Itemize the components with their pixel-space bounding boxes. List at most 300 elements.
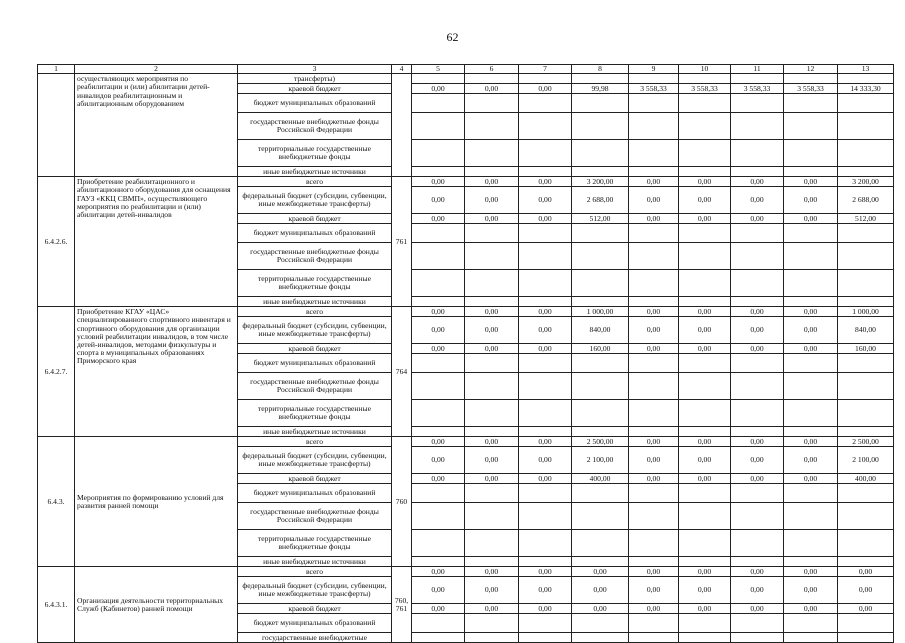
value-cell-col6: 0,00 bbox=[465, 437, 519, 447]
value-cell-col10 bbox=[679, 484, 731, 503]
item-code: 6.4.3. bbox=[38, 437, 75, 567]
item-name: Приобретение КГАУ «ЦАС» специализированного спортивного инвентаря и спортивного оборудования для организации условий реабилитации инвалидов, в том числе детей-инвалидов, методами физкультуры и спорта в муниципальных образованиях Приморского края bbox=[75, 307, 238, 437]
column-header-4: 4 bbox=[392, 65, 412, 74]
value-cell-col7 bbox=[519, 224, 572, 243]
value-cell-col5: 0,00 bbox=[412, 177, 465, 187]
table-row bbox=[38, 307, 894, 317]
value-cell-col8 bbox=[572, 140, 629, 167]
value-cell-col10: 0,00 bbox=[679, 317, 731, 344]
value-cell-col10 bbox=[679, 113, 731, 140]
funding-source: государственные внебюджетные bbox=[238, 633, 392, 643]
column-header-5: 5 bbox=[412, 65, 465, 74]
value-cell-col12: 0,00 bbox=[784, 447, 838, 474]
value-cell-col8 bbox=[572, 113, 629, 140]
value-cell-col7: 0,00 bbox=[519, 177, 572, 187]
value-cell-col10 bbox=[679, 167, 731, 177]
column-header-10: 10 bbox=[679, 65, 731, 74]
value-cell-col11: 0,00 bbox=[731, 317, 784, 344]
value-cell-col5: 0,00 bbox=[412, 437, 465, 447]
value-cell-col6 bbox=[465, 373, 519, 400]
value-cell-col12: 0,00 bbox=[784, 307, 838, 317]
value-cell-col7 bbox=[519, 503, 572, 530]
value-cell-col12 bbox=[784, 297, 838, 307]
value-cell-col8 bbox=[572, 400, 629, 427]
value-cell-col5: 0,00 bbox=[412, 214, 465, 224]
value-cell-col7 bbox=[519, 113, 572, 140]
administrator-code: 760, 761 bbox=[392, 567, 412, 643]
value-cell-col8: 160,00 bbox=[572, 344, 629, 354]
value-cell-col9: 0,00 bbox=[629, 214, 679, 224]
value-cell-col9: 0,00 bbox=[629, 437, 679, 447]
value-cell-col10 bbox=[679, 74, 731, 84]
value-cell-col5: 0,00 bbox=[412, 317, 465, 344]
funding-source: трансферты) bbox=[238, 74, 392, 84]
value-cell-col9 bbox=[629, 373, 679, 400]
value-cell-col8: 0,00 bbox=[572, 604, 629, 614]
value-cell-col9: 0,00 bbox=[629, 447, 679, 474]
value-cell-col11 bbox=[731, 94, 784, 113]
item-code: 6.4.3.1. bbox=[38, 567, 75, 643]
administrator-code: 761 bbox=[392, 177, 412, 307]
value-cell-col11 bbox=[731, 400, 784, 427]
value-cell-col9: 0,00 bbox=[629, 577, 679, 604]
value-cell-col5: 0,00 bbox=[412, 474, 465, 484]
value-cell-col11 bbox=[731, 354, 784, 373]
value-cell-col11: 0,00 bbox=[731, 437, 784, 447]
value-cell-col8: 512,00 bbox=[572, 214, 629, 224]
value-cell-col6 bbox=[465, 557, 519, 567]
value-cell-col8 bbox=[572, 427, 629, 437]
value-cell-col10: 0,00 bbox=[679, 474, 731, 484]
value-cell-col5: 0,00 bbox=[412, 577, 465, 604]
value-cell-col9 bbox=[629, 74, 679, 84]
value-cell-col7 bbox=[519, 400, 572, 427]
value-cell-col9 bbox=[629, 167, 679, 177]
value-cell-col7: 0,00 bbox=[519, 344, 572, 354]
value-cell-col12: 0,00 bbox=[784, 437, 838, 447]
value-cell-col10 bbox=[679, 224, 731, 243]
value-cell-col5: 0,00 bbox=[412, 344, 465, 354]
value-cell-col9 bbox=[629, 270, 679, 297]
value-cell-col9 bbox=[629, 503, 679, 530]
value-cell-col7 bbox=[519, 557, 572, 567]
value-cell-col10 bbox=[679, 140, 731, 167]
value-cell-col5: 0,00 bbox=[412, 84, 465, 94]
value-cell-col13 bbox=[838, 297, 894, 307]
value-cell-col10 bbox=[679, 557, 731, 567]
value-cell-col12 bbox=[784, 614, 838, 633]
value-cell-col7: 0,00 bbox=[519, 307, 572, 317]
value-cell-col11: 0,00 bbox=[731, 177, 784, 187]
value-cell-col10 bbox=[679, 427, 731, 437]
value-cell-col9 bbox=[629, 354, 679, 373]
administrator-code: 760 bbox=[392, 437, 412, 567]
value-cell-col13: 840,00 bbox=[838, 317, 894, 344]
column-header-11: 11 bbox=[731, 65, 784, 74]
value-cell-col5 bbox=[412, 484, 465, 503]
item-name: осуществляющих мероприятия по реабилитации и (или) абилитации детей-инвалидов реабилитационным и абилитационным оборудованием bbox=[75, 74, 238, 177]
value-cell-col8 bbox=[572, 614, 629, 633]
value-cell-col9 bbox=[629, 243, 679, 270]
value-cell-col8: 840,00 bbox=[572, 317, 629, 344]
value-cell-col9 bbox=[629, 113, 679, 140]
value-cell-col7: 0,00 bbox=[519, 577, 572, 604]
value-cell-col5 bbox=[412, 270, 465, 297]
column-header-2: 2 bbox=[75, 65, 238, 74]
value-cell-col13 bbox=[838, 354, 894, 373]
value-cell-col11: 0,00 bbox=[731, 577, 784, 604]
value-cell-col11 bbox=[731, 373, 784, 400]
funding-source: бюджет муниципальных образований bbox=[238, 224, 392, 243]
value-cell-col12 bbox=[784, 484, 838, 503]
value-cell-col5 bbox=[412, 427, 465, 437]
value-cell-col6 bbox=[465, 140, 519, 167]
value-cell-col11 bbox=[731, 557, 784, 567]
value-cell-col12 bbox=[784, 530, 838, 557]
value-cell-col13: 0,00 bbox=[838, 604, 894, 614]
value-cell-col11 bbox=[731, 167, 784, 177]
value-cell-col11 bbox=[731, 484, 784, 503]
value-cell-col13 bbox=[838, 633, 894, 643]
value-cell-col10 bbox=[679, 530, 731, 557]
funding-source: всего bbox=[238, 567, 392, 577]
value-cell-col13 bbox=[838, 270, 894, 297]
funding-source: федеральный бюджет (субсидии, субвенции, иные межбюджетные трансферты) bbox=[238, 317, 392, 344]
value-cell-col7 bbox=[519, 354, 572, 373]
funding-source: бюджет муниципальных образований bbox=[238, 94, 392, 113]
funding-source: государственные внебюджетные фонды Российской Федерации bbox=[238, 503, 392, 530]
value-cell-col8: 3 200,00 bbox=[572, 177, 629, 187]
table-row bbox=[38, 437, 894, 447]
value-cell-col8 bbox=[572, 530, 629, 557]
value-cell-col9 bbox=[629, 427, 679, 437]
value-cell-col10 bbox=[679, 503, 731, 530]
value-cell-col5 bbox=[412, 354, 465, 373]
value-cell-col5 bbox=[412, 633, 465, 643]
value-cell-col5 bbox=[412, 94, 465, 113]
value-cell-col10: 0,00 bbox=[679, 577, 731, 604]
value-cell-col12 bbox=[784, 354, 838, 373]
value-cell-col5 bbox=[412, 614, 465, 633]
value-cell-col5 bbox=[412, 224, 465, 243]
page-number: 62 bbox=[446, 30, 459, 44]
value-cell-col6: 0,00 bbox=[465, 474, 519, 484]
value-cell-col7 bbox=[519, 427, 572, 437]
value-cell-col7 bbox=[519, 484, 572, 503]
value-cell-col7: 0,00 bbox=[519, 317, 572, 344]
value-cell-col11 bbox=[731, 243, 784, 270]
value-cell-col6 bbox=[465, 243, 519, 270]
value-cell-col12 bbox=[784, 373, 838, 400]
value-cell-col11 bbox=[731, 427, 784, 437]
value-cell-col13 bbox=[838, 400, 894, 427]
value-cell-col11 bbox=[731, 74, 784, 84]
value-cell-col7: 0,00 bbox=[519, 604, 572, 614]
value-cell-col8 bbox=[572, 297, 629, 307]
value-cell-col13: 400,00 bbox=[838, 474, 894, 484]
funding-source: государственные внебюджетные фонды Российской Федерации bbox=[238, 113, 392, 140]
value-cell-col8 bbox=[572, 243, 629, 270]
value-cell-col12 bbox=[784, 243, 838, 270]
value-cell-col7 bbox=[519, 243, 572, 270]
value-cell-col11: 0,00 bbox=[731, 187, 784, 214]
value-cell-col12 bbox=[784, 400, 838, 427]
value-cell-col10: 0,00 bbox=[679, 344, 731, 354]
value-cell-col12: 3 558,33 bbox=[784, 84, 838, 94]
value-cell-col6 bbox=[465, 484, 519, 503]
value-cell-col10 bbox=[679, 614, 731, 633]
value-cell-col12: 0,00 bbox=[784, 604, 838, 614]
item-name: Организация деятельности территориальных Служб (Кабинетов) ранней помощи bbox=[75, 567, 238, 643]
value-cell-col13 bbox=[838, 614, 894, 633]
funding-source: федеральный бюджет (субсидии, субвенции, иные межбюджетные трансферты) bbox=[238, 447, 392, 474]
column-header-6: 6 bbox=[465, 65, 519, 74]
value-cell-col5 bbox=[412, 243, 465, 270]
funding-source: краевой бюджет bbox=[238, 604, 392, 614]
funding-source: федеральный бюджет (субсидии, субвенции, иные межбюджетные трансферты) bbox=[238, 187, 392, 214]
value-cell-col12 bbox=[784, 633, 838, 643]
value-cell-col11 bbox=[731, 270, 784, 297]
value-cell-col5 bbox=[412, 297, 465, 307]
funding-source: территориальные государственные внебюджетные фонды bbox=[238, 400, 392, 427]
table-row bbox=[38, 74, 894, 84]
value-cell-col13: 2 500,00 bbox=[838, 437, 894, 447]
value-cell-col11 bbox=[731, 633, 784, 643]
item-name: Приобретение реабилитационного и абилитационного оборудования для оснащения ГАУЗ «ККЦ СВМП», осуществляющего мероприятия по реабилитации и (или) абилитации детей-инвалидов bbox=[75, 177, 238, 307]
funding-source: иные внебюджетные источники bbox=[238, 297, 392, 307]
value-cell-col8 bbox=[572, 354, 629, 373]
value-cell-col5 bbox=[412, 400, 465, 427]
value-cell-col5 bbox=[412, 373, 465, 400]
value-cell-col9: 0,00 bbox=[629, 307, 679, 317]
value-cell-col10 bbox=[679, 243, 731, 270]
value-cell-col12 bbox=[784, 224, 838, 243]
value-cell-col11 bbox=[731, 530, 784, 557]
value-cell-col8: 400,00 bbox=[572, 474, 629, 484]
value-cell-col11: 0,00 bbox=[731, 307, 784, 317]
value-cell-col11 bbox=[731, 614, 784, 633]
value-cell-col7 bbox=[519, 633, 572, 643]
value-cell-col9 bbox=[629, 297, 679, 307]
funding-source: всего bbox=[238, 437, 392, 447]
funding-source: бюджет муниципальных образований bbox=[238, 484, 392, 503]
column-header-9: 9 bbox=[629, 65, 679, 74]
value-cell-col10 bbox=[679, 400, 731, 427]
value-cell-col10: 0,00 bbox=[679, 437, 731, 447]
budget-table bbox=[37, 64, 894, 643]
value-cell-col10: 0,00 bbox=[679, 567, 731, 577]
value-cell-col13 bbox=[838, 373, 894, 400]
value-cell-col13 bbox=[838, 140, 894, 167]
value-cell-col5: 0,00 bbox=[412, 447, 465, 474]
value-cell-col7 bbox=[519, 167, 572, 177]
value-cell-col13: 2 688,00 bbox=[838, 187, 894, 214]
value-cell-col13 bbox=[838, 113, 894, 140]
value-cell-col12: 0,00 bbox=[784, 567, 838, 577]
column-header-3: 3 bbox=[238, 65, 392, 74]
item-code bbox=[38, 74, 75, 177]
value-cell-col8: 2 500,00 bbox=[572, 437, 629, 447]
funding-source: бюджет муниципальных образований bbox=[238, 614, 392, 633]
value-cell-col12 bbox=[784, 503, 838, 530]
value-cell-col10 bbox=[679, 270, 731, 297]
value-cell-col7 bbox=[519, 270, 572, 297]
funding-source: территориальные государственные внебюджетные фонды bbox=[238, 270, 392, 297]
value-cell-col8: 99,98 bbox=[572, 84, 629, 94]
value-cell-col7: 0,00 bbox=[519, 437, 572, 447]
value-cell-col11: 0,00 bbox=[731, 567, 784, 577]
administrator-code: 764 bbox=[392, 307, 412, 437]
item-code: 6.4.2.7. bbox=[38, 307, 75, 437]
administrator-code bbox=[392, 74, 412, 177]
value-cell-col5: 0,00 bbox=[412, 307, 465, 317]
value-cell-col6: 0,00 bbox=[465, 447, 519, 474]
value-cell-col6 bbox=[465, 297, 519, 307]
value-cell-col6: 0,00 bbox=[465, 214, 519, 224]
value-cell-col8 bbox=[572, 167, 629, 177]
value-cell-col11: 0,00 bbox=[731, 214, 784, 224]
value-cell-col7 bbox=[519, 373, 572, 400]
value-cell-col9: 0,00 bbox=[629, 177, 679, 187]
value-cell-col6 bbox=[465, 503, 519, 530]
value-cell-col10: 0,00 bbox=[679, 177, 731, 187]
value-cell-col13: 3 200,00 bbox=[838, 177, 894, 187]
value-cell-col6 bbox=[465, 94, 519, 113]
value-cell-col12 bbox=[784, 557, 838, 567]
value-cell-col13: 0,00 bbox=[838, 567, 894, 577]
value-cell-col13: 1 000,00 bbox=[838, 307, 894, 317]
value-cell-col10: 0,00 bbox=[679, 604, 731, 614]
value-cell-col13 bbox=[838, 94, 894, 113]
value-cell-col9 bbox=[629, 633, 679, 643]
funding-source: бюджет муниципальных образований bbox=[238, 354, 392, 373]
value-cell-col6 bbox=[465, 614, 519, 633]
value-cell-col12: 0,00 bbox=[784, 344, 838, 354]
value-cell-col9 bbox=[629, 557, 679, 567]
value-cell-col6 bbox=[465, 224, 519, 243]
value-cell-col10 bbox=[679, 354, 731, 373]
value-cell-col6: 0,00 bbox=[465, 577, 519, 604]
value-cell-col9 bbox=[629, 224, 679, 243]
table-body bbox=[38, 65, 894, 643]
value-cell-col12: 0,00 bbox=[784, 177, 838, 187]
value-cell-col12 bbox=[784, 427, 838, 437]
value-cell-col12 bbox=[784, 74, 838, 84]
value-cell-col7: 0,00 bbox=[519, 567, 572, 577]
value-cell-col5 bbox=[412, 530, 465, 557]
value-cell-col11: 3 558,33 bbox=[731, 84, 784, 94]
value-cell-col9: 3 558,33 bbox=[629, 84, 679, 94]
funding-source: всего bbox=[238, 177, 392, 187]
value-cell-col13: 512,00 bbox=[838, 214, 894, 224]
funding-source: государственные внебюджетные фонды Российской Федерации bbox=[238, 243, 392, 270]
value-cell-col6 bbox=[465, 530, 519, 557]
value-cell-col6 bbox=[465, 74, 519, 84]
value-cell-col13: 14 333,30 bbox=[838, 84, 894, 94]
value-cell-col9 bbox=[629, 94, 679, 113]
value-cell-col7 bbox=[519, 140, 572, 167]
value-cell-col8 bbox=[572, 74, 629, 84]
value-cell-col5: 0,00 bbox=[412, 604, 465, 614]
value-cell-col10 bbox=[679, 297, 731, 307]
value-cell-col8: 0,00 bbox=[572, 567, 629, 577]
value-cell-col11 bbox=[731, 140, 784, 167]
item-name: Мероприятия по формированию условий для развития ранней помощи bbox=[75, 437, 238, 567]
value-cell-col10 bbox=[679, 633, 731, 643]
value-cell-col7: 0,00 bbox=[519, 187, 572, 214]
value-cell-col8 bbox=[572, 373, 629, 400]
value-cell-col5 bbox=[412, 140, 465, 167]
value-cell-col9: 0,00 bbox=[629, 344, 679, 354]
value-cell-col9 bbox=[629, 614, 679, 633]
funding-source: территориальные государственные внебюджетные фонды bbox=[238, 530, 392, 557]
value-cell-col6: 0,00 bbox=[465, 604, 519, 614]
value-cell-col10: 0,00 bbox=[679, 307, 731, 317]
value-cell-col6 bbox=[465, 633, 519, 643]
value-cell-col5 bbox=[412, 167, 465, 177]
funding-source: краевой бюджет bbox=[238, 214, 392, 224]
value-cell-col8: 1 000,00 bbox=[572, 307, 629, 317]
value-cell-col6 bbox=[465, 113, 519, 140]
value-cell-col5 bbox=[412, 74, 465, 84]
funding-source: иные внебюджетные источники bbox=[238, 557, 392, 567]
value-cell-col7 bbox=[519, 614, 572, 633]
value-cell-col10: 0,00 bbox=[679, 447, 731, 474]
value-cell-col6: 0,00 bbox=[465, 187, 519, 214]
value-cell-col8: 2 688,00 bbox=[572, 187, 629, 214]
value-cell-col5 bbox=[412, 557, 465, 567]
value-cell-col8: 0,00 bbox=[572, 577, 629, 604]
value-cell-col13 bbox=[838, 224, 894, 243]
value-cell-col12 bbox=[784, 140, 838, 167]
value-cell-col10 bbox=[679, 373, 731, 400]
funding-source: иные внебюджетные источники bbox=[238, 167, 392, 177]
value-cell-col10: 3 558,33 bbox=[679, 84, 731, 94]
value-cell-col13 bbox=[838, 74, 894, 84]
value-cell-col11 bbox=[731, 224, 784, 243]
value-cell-col6: 0,00 bbox=[465, 317, 519, 344]
value-cell-col6: 0,00 bbox=[465, 344, 519, 354]
value-cell-col8 bbox=[572, 633, 629, 643]
value-cell-col10 bbox=[679, 94, 731, 113]
value-cell-col12 bbox=[784, 167, 838, 177]
value-cell-col7 bbox=[519, 530, 572, 557]
value-cell-col9: 0,00 bbox=[629, 567, 679, 577]
value-cell-col5 bbox=[412, 503, 465, 530]
value-cell-col12 bbox=[784, 94, 838, 113]
value-cell-col9 bbox=[629, 530, 679, 557]
funding-source: федеральный бюджет (субсидии, субвенции, иные межбюджетные трансферты) bbox=[238, 577, 392, 604]
column-header-1: 1 bbox=[38, 65, 75, 74]
value-cell-col5: 0,00 bbox=[412, 567, 465, 577]
column-header-8: 8 bbox=[572, 65, 629, 74]
value-cell-col11 bbox=[731, 113, 784, 140]
value-cell-col6 bbox=[465, 270, 519, 297]
value-cell-col13 bbox=[838, 503, 894, 530]
table-row bbox=[38, 567, 894, 577]
value-cell-col10: 0,00 bbox=[679, 214, 731, 224]
value-cell-col8 bbox=[572, 224, 629, 243]
value-cell-col7: 0,00 bbox=[519, 447, 572, 474]
funding-source: краевой бюджет bbox=[238, 84, 392, 94]
value-cell-col11: 0,00 bbox=[731, 447, 784, 474]
value-cell-col8 bbox=[572, 484, 629, 503]
value-cell-col12: 0,00 bbox=[784, 317, 838, 344]
funding-source: иные внебюджетные источники bbox=[238, 427, 392, 437]
value-cell-col13 bbox=[838, 484, 894, 503]
value-cell-col13: 160,00 bbox=[838, 344, 894, 354]
value-cell-col13 bbox=[838, 530, 894, 557]
